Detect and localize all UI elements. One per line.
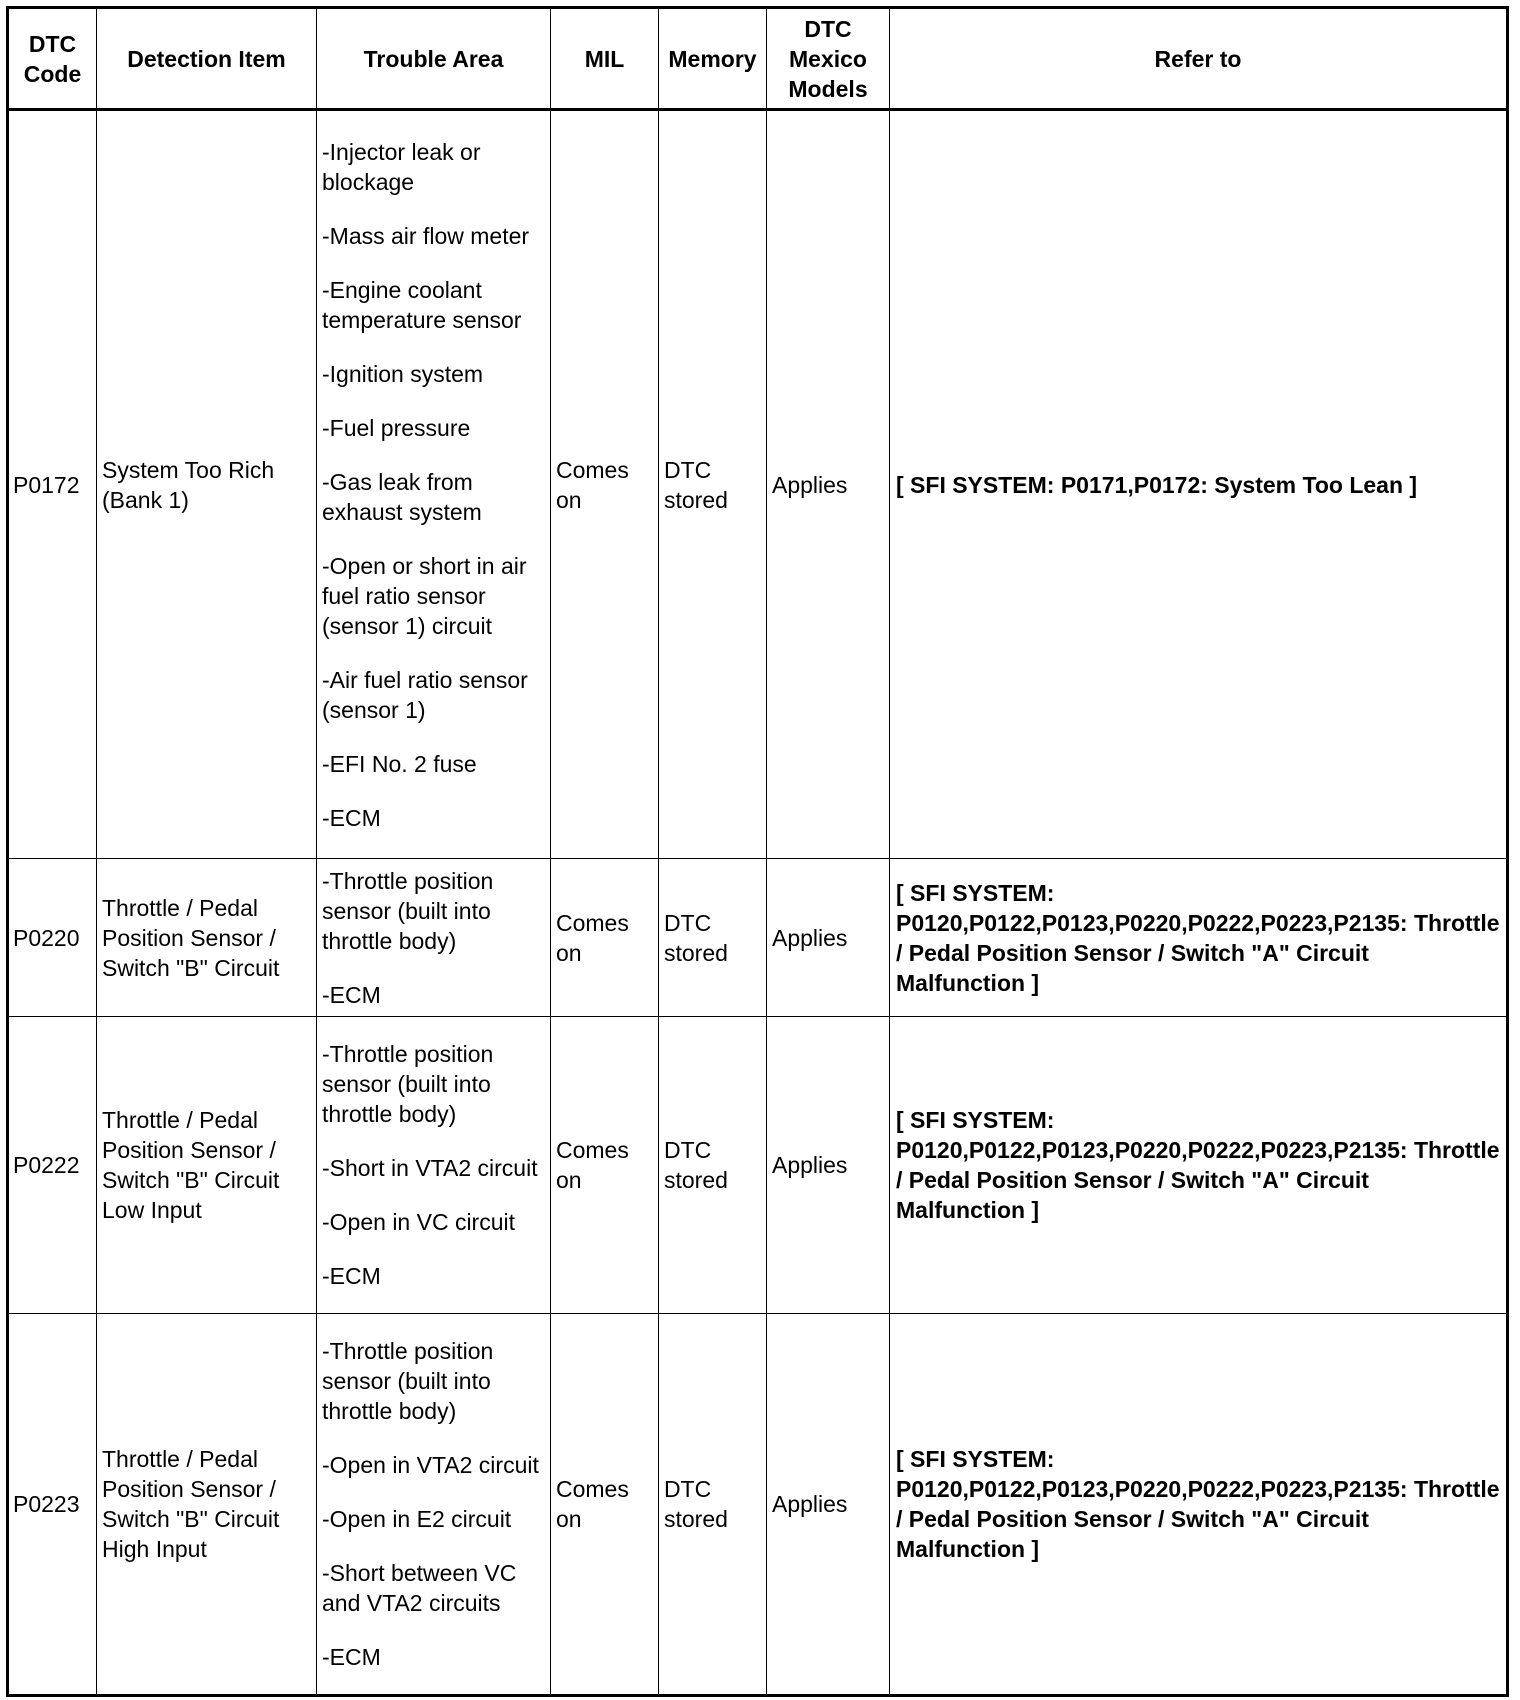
header-memory: Memory — [659, 8, 767, 110]
dtc-mexico-cell: Applies — [767, 859, 890, 1017]
dtc-table — [6, 6, 1509, 1697]
dtc-mexico-cell: Applies — [767, 1017, 890, 1314]
trouble-area-item: -ECM — [322, 1644, 381, 1670]
trouble-area-item: -Throttle position sensor (built into throttle body) — [322, 867, 494, 954]
memory-cell: DTC stored — [659, 1017, 767, 1314]
mil-cell: Comes on — [551, 859, 659, 1017]
trouble-area-item: -ECM — [322, 804, 381, 831]
memory-cell: DTC stored — [659, 110, 767, 859]
refer-to-link[interactable]: [ SFI SYSTEM: P0171,P0172: System Too Lean ] — [890, 110, 1508, 859]
table-row — [8, 859, 1508, 1017]
trouble-area-item: -EFI No. 2 fuse — [322, 750, 477, 777]
table-row — [8, 1314, 1508, 1696]
mil-cell: Comes on — [551, 110, 659, 859]
trouble-area-item: -Open or short in air fuel ratio sensor (sensor 1) circuit — [322, 552, 527, 639]
table-row — [8, 110, 1508, 859]
trouble-area-item: -Engine coolant temperature sensor — [322, 276, 522, 333]
detection-item-cell: Throttle / Pedal Position Sensor / Switch "B" Circuit Low Input — [97, 1017, 317, 1314]
trouble-area-item: -Injector leak or blockage — [322, 138, 481, 195]
trouble-area-list — [322, 866, 545, 1010]
header-refer-to: Refer to — [890, 8, 1508, 110]
dtc-code-cell: P0222 — [8, 1017, 97, 1314]
trouble-area-list — [322, 137, 545, 833]
header-mil: MIL — [551, 8, 659, 110]
header-row — [8, 8, 1508, 110]
detection-item-cell: Throttle / Pedal Position Sensor / Switch "B" Circuit High Input — [97, 1314, 317, 1696]
trouble-area-item: -Throttle position sensor (built into throttle body) — [322, 1041, 494, 1127]
trouble-area-item: -Ignition system — [322, 360, 484, 387]
trouble-area-item: -Fuel pressure — [322, 414, 471, 441]
table-row — [8, 1017, 1508, 1314]
refer-to-link[interactable]: [ SFI SYSTEM: P0120,P0122,P0123,P0220,P0222,P0223,P2135: Throttle / Pedal Position Sensor / Switch "A" Circuit Malfunction ] — [890, 859, 1508, 1017]
trouble-area-cell — [317, 110, 551, 859]
refer-to-link[interactable]: [ SFI SYSTEM: P0120,P0122,P0123,P0220,P0222,P0223,P2135: Throttle / Pedal Position Sensor / Switch "A" Circuit Malfunction ] — [890, 1314, 1508, 1696]
trouble-area-item: -Short between VC and VTA2 circuits — [322, 1560, 517, 1616]
header-dtc-mexico-models: DTC Mexico Models — [767, 8, 890, 110]
trouble-area-cell — [317, 1314, 551, 1696]
header-dtc-code: DTC Code — [8, 8, 97, 110]
trouble-area-item: -Air fuel ratio sensor (sensor 1) — [322, 666, 528, 723]
header-trouble-area: Trouble Area — [317, 8, 551, 110]
detection-item-cell: System Too Rich (Bank 1) — [97, 110, 317, 859]
trouble-area-cell — [317, 859, 551, 1017]
trouble-area-cell — [317, 1017, 551, 1314]
trouble-area-item: -Throttle position sensor (built into throttle body) — [322, 1338, 494, 1424]
mil-cell: Comes on — [551, 1314, 659, 1696]
mil-cell: Comes on — [551, 1017, 659, 1314]
trouble-area-item: -Open in VC circuit — [322, 1209, 516, 1235]
refer-to-link[interactable]: [ SFI SYSTEM: P0120,P0122,P0123,P0220,P0222,P0223,P2135: Throttle / Pedal Position Sensor / Switch "A" Circuit Malfunction ] — [890, 1017, 1508, 1314]
trouble-area-item: -Open in E2 circuit — [322, 1506, 512, 1532]
detection-item-cell: Throttle / Pedal Position Sensor / Switch "B" Circuit — [97, 859, 317, 1017]
dtc-mexico-cell: Applies — [767, 1314, 890, 1696]
dtc-code-cell: P0172 — [8, 110, 97, 859]
trouble-area-item: -Open in VTA2 circuit — [322, 1452, 539, 1478]
dtc-code-cell: P0220 — [8, 859, 97, 1017]
trouble-area-item: -ECM — [322, 981, 381, 1008]
header-detection-item: Detection Item — [97, 8, 317, 110]
memory-cell: DTC stored — [659, 859, 767, 1017]
trouble-area-list — [322, 1336, 545, 1672]
dtc-mexico-cell: Applies — [767, 110, 890, 859]
trouble-area-item: -ECM — [322, 1263, 381, 1289]
trouble-area-item: -Mass air flow meter — [322, 222, 530, 249]
trouble-area-item: -Gas leak from exhaust system — [322, 468, 482, 525]
dtc-code-cell: P0223 — [8, 1314, 97, 1696]
trouble-area-item: -Short in VTA2 circuit — [322, 1155, 538, 1181]
trouble-area-list — [322, 1039, 545, 1291]
memory-cell: DTC stored — [659, 1314, 767, 1696]
